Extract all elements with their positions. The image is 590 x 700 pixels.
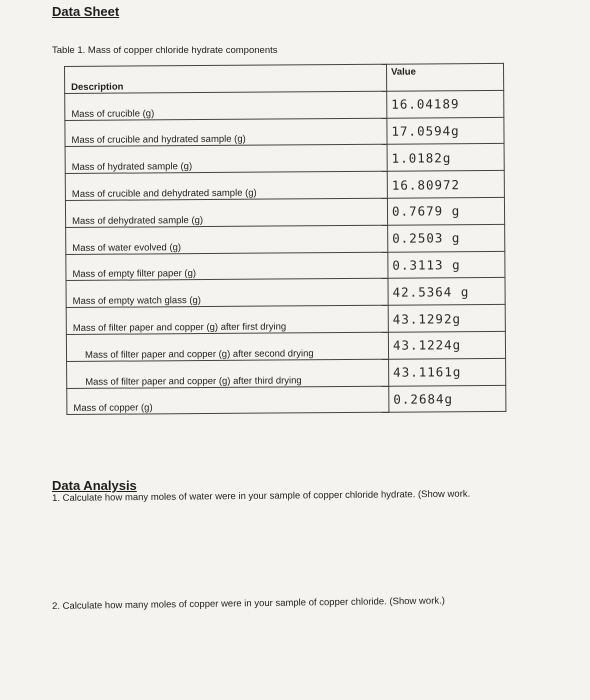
- row-description: Mass of filter paper and copper (g) after first drying: [66, 305, 388, 334]
- handwritten-value: 17.0594g: [391, 123, 460, 139]
- table-row: [66, 224, 505, 254]
- row-value: [387, 117, 504, 145]
- row-value: [388, 251, 505, 279]
- table-row: [65, 171, 504, 201]
- row-value: [388, 224, 505, 252]
- question-1: 1. Calculate how many moles of water were in your sample of copper chloride hydrate. (Show work.: [52, 488, 471, 504]
- handwritten-value: 16.80972: [391, 176, 461, 193]
- row-description: Mass of dehydrated sample (g): [65, 198, 387, 227]
- question-2: 2. Calculate how many moles of copper were in your sample of copper chloride. (Show work.): [52, 595, 445, 612]
- row-description: Mass of filter paper and copper (g) after third drying: [67, 359, 389, 388]
- table-row: [66, 278, 505, 308]
- row-description: Mass of empty filter paper (g): [66, 252, 388, 281]
- table-row: [66, 305, 505, 335]
- handwritten-value: 43.1292g: [392, 310, 462, 327]
- row-value: [387, 90, 504, 118]
- table-caption: Table 1. Mass of copper chloride hydrate components: [52, 45, 278, 56]
- row-value: [389, 385, 506, 413]
- table-row: [67, 385, 506, 415]
- row-description: Mass of empty watch glass (g): [66, 279, 388, 308]
- handwritten-value: 0.2684g: [393, 391, 454, 407]
- table-row: [65, 117, 504, 147]
- row-description: Mass of hydrated sample (g): [65, 145, 387, 174]
- description-header: Description: [65, 64, 387, 93]
- table-row: [66, 251, 505, 281]
- handwritten-value: 0.2503 g: [392, 230, 461, 246]
- analysis-heading: Data Analysis: [52, 478, 137, 493]
- mass-table: [64, 63, 506, 415]
- row-description: Mass of crucible and hydrated sample (g): [65, 118, 387, 147]
- row-description: Mass of water evolved (g): [66, 225, 388, 254]
- row-value: [387, 171, 504, 199]
- handwritten-value: 16.04189: [391, 96, 460, 112]
- handwritten-value: 0.3113 g: [392, 257, 461, 273]
- table-row: [65, 197, 504, 227]
- table-row: [65, 144, 504, 174]
- table-header-row: [65, 63, 504, 93]
- row-description: Mass of copper (g): [67, 386, 389, 415]
- table-row: [66, 331, 505, 361]
- row-description: Mass of crucible (g): [65, 91, 387, 120]
- row-value: [388, 331, 505, 359]
- row-value: [388, 278, 505, 306]
- row-value: [389, 358, 506, 386]
- handwritten-value: 42.5364 g: [392, 283, 470, 300]
- value-header: Value: [386, 63, 503, 91]
- handwritten-value: 43.1161g: [393, 364, 462, 380]
- row-description: Mass of crucible and dehydrated sample (g): [65, 171, 387, 200]
- row-value: [388, 305, 505, 333]
- table-row: [65, 90, 504, 120]
- row-description: Mass of filter paper and copper (g) after second drying: [66, 332, 388, 361]
- row-value: [387, 144, 504, 172]
- table-row: [67, 358, 506, 388]
- handwritten-value: 1.0182g: [391, 150, 452, 166]
- handwritten-value: 0.7679 g: [391, 203, 461, 220]
- handwritten-value: 43.1224g: [392, 337, 462, 354]
- page-title: Data Sheet: [52, 4, 120, 19]
- row-value: [387, 197, 504, 225]
